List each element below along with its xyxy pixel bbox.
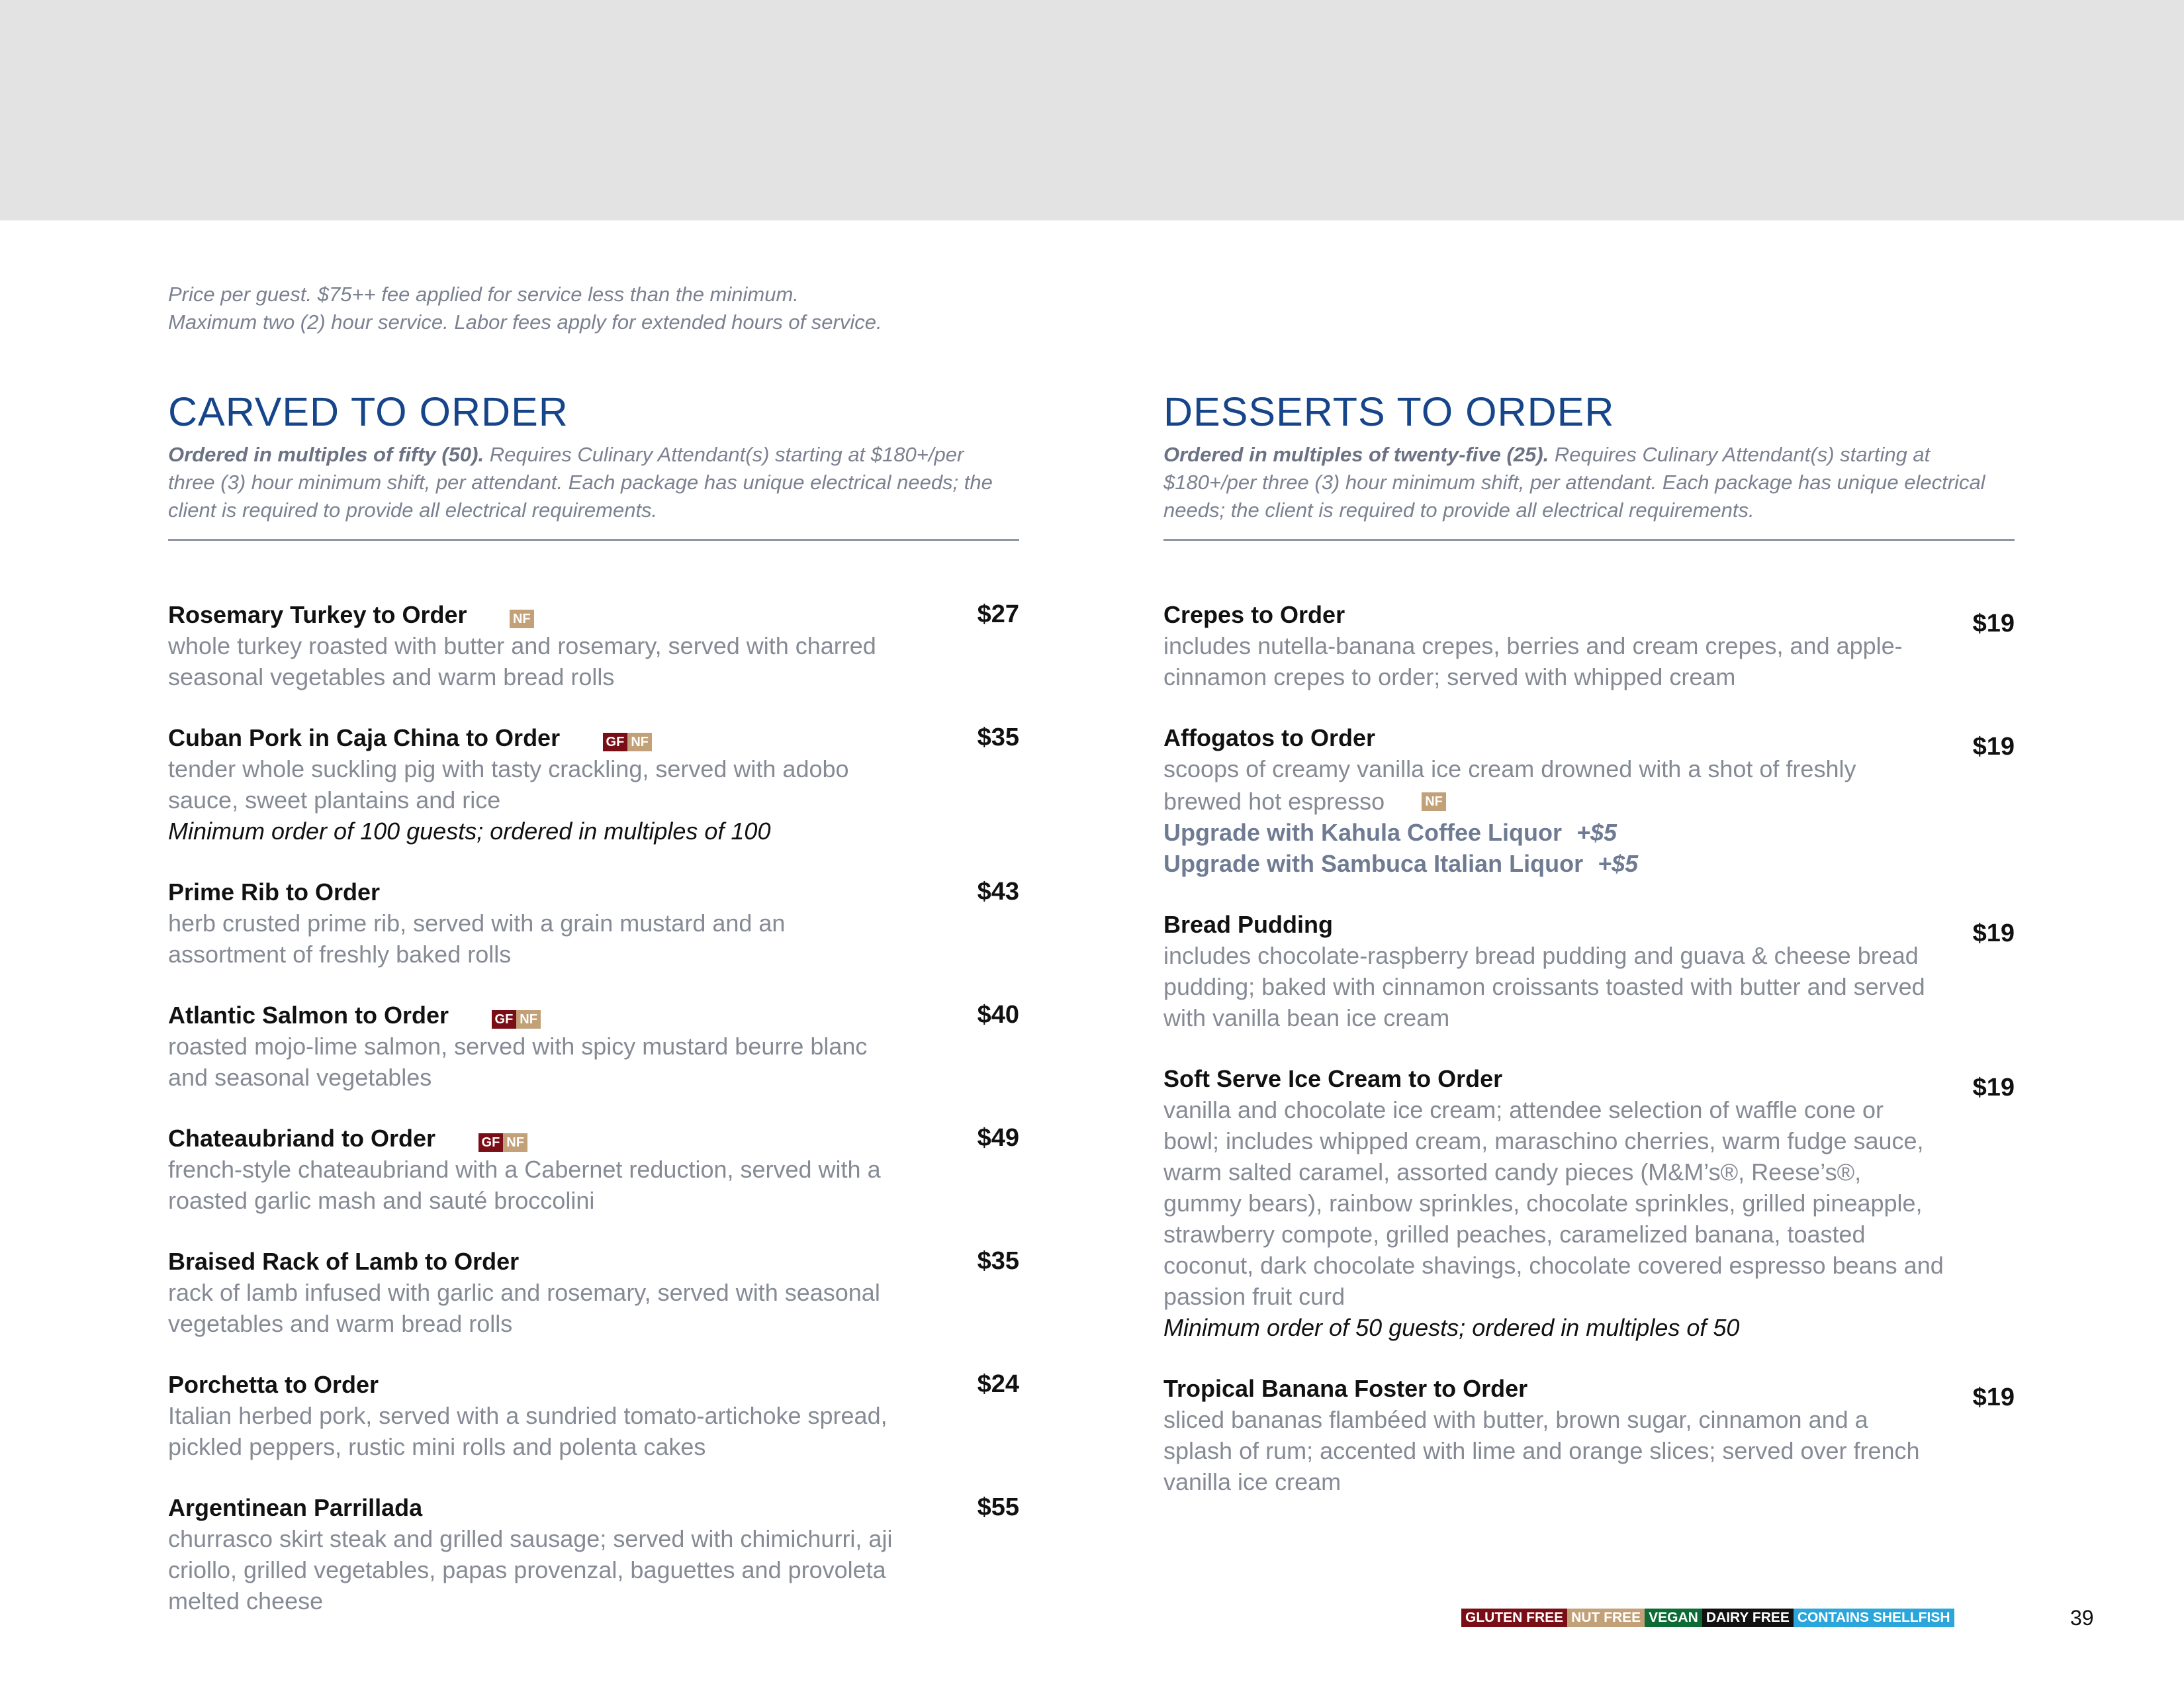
item-minimum-note: Minimum order of 100 guests; ordered in multiples of 100 bbox=[168, 818, 771, 845]
nut-free-badge: NF bbox=[503, 1133, 527, 1152]
item-description: includes chocolate-raspberry bread pudding and guava & cheese bread pudding; baked with cinnamon croissants toasted with butter and served with vanilla bean ice cream bbox=[1163, 942, 1925, 1031]
item-name: Tropical Banana Foster to Order bbox=[1163, 1375, 1528, 1402]
intro-line-2: Maximum two (2) hour service. Labor fees apply for extended hours of service. bbox=[168, 310, 882, 334]
menu-item bbox=[168, 599, 1019, 692]
upgrade-price: +$5 bbox=[1598, 850, 1639, 877]
item-description bbox=[1163, 753, 1885, 817]
item-minimum-note: Minimum order of 50 guests; ordered in multiples of 50 bbox=[1163, 1314, 1740, 1341]
intro-line-1: Price per guest. $75++ fee applied for service less than the minimum. bbox=[168, 283, 799, 306]
desserts-section bbox=[1163, 387, 2015, 1497]
upgrade-price: +$5 bbox=[1576, 819, 1617, 846]
page-number: 39 bbox=[2070, 1606, 2094, 1630]
item-name: Atlantic Salmon to Order bbox=[168, 1002, 449, 1029]
item-price: $55 bbox=[977, 1493, 1019, 1521]
item-description: vanilla and chocolate ice cream; attendee selection of waffle cone or bowl; includes whipped cream, maraschino cherries, warm fudge sauce, warm salted caramel, assorted candy pieces (M&M’s®, Reese’s®, gummy bears), rainbow sprinkles, chocolate sprinkles, grilled pineapple, strawberry compote, grilled peaches, caramelized banana, toasted coconut, dark chocolate shavings, chocolate covered espresso beans and passion fruit curd bbox=[1163, 1096, 1944, 1310]
menu-item bbox=[168, 722, 1019, 847]
diet-badges bbox=[1422, 784, 1446, 816]
item-name: Bread Pudding bbox=[1163, 911, 1334, 938]
menu-item bbox=[168, 1369, 1019, 1462]
header-band bbox=[0, 0, 2184, 220]
item-price: $19 bbox=[1972, 733, 2015, 761]
gluten-free-badge: GF bbox=[478, 1133, 504, 1152]
item-description: roasted mojo-lime salmon, served with spicy mustard beurre blanc and seasonal vegetables bbox=[168, 1033, 868, 1091]
item-price: $19 bbox=[1972, 919, 2015, 947]
divider bbox=[168, 539, 1019, 541]
item-price: $49 bbox=[977, 1124, 1019, 1152]
intro-note bbox=[168, 281, 1028, 336]
legend-vegan: VEGAN bbox=[1645, 1609, 1702, 1627]
upgrade-label: Upgrade with Sambuca Italian Liquor bbox=[1163, 850, 1584, 877]
item-name: Cuban Pork in Caja China to Order bbox=[168, 724, 561, 751]
item-name: Porchetta to Order bbox=[168, 1371, 379, 1398]
menu-item bbox=[168, 1492, 1019, 1617]
item-name: Prime Rib to Order bbox=[168, 878, 381, 906]
section-note-text: Requires Culinary Attendant(s) starting at $180+/per three (3) hour minimum shift, per attendant. Each package has unique electrical needs; the client is required to provide all electrical requirements. bbox=[168, 443, 993, 522]
upgrade-label: Upgrade with Kahula Coffee Liquor bbox=[1163, 819, 1563, 846]
item-price: $27 bbox=[977, 600, 1019, 628]
item-price: $35 bbox=[977, 1247, 1019, 1275]
menu-item bbox=[168, 876, 1019, 970]
item-description: includes nutella-banana crepes, berries and cream crepes, and apple-cinnamon crepes to order; served with whipped cream bbox=[1163, 632, 1903, 690]
carved-section bbox=[168, 387, 1019, 1617]
section-note-text: Requires Culinary Attendant(s) starting at $180+/per three (3) hour minimum shift, per attendant. Each package has unique electrical needs; the client is required to provide all electrical requirements. bbox=[1163, 443, 1985, 522]
item-price: $40 bbox=[977, 1001, 1019, 1029]
item-name: Rosemary Turkey to Order bbox=[168, 601, 467, 628]
gluten-free-badge: GF bbox=[492, 1010, 517, 1029]
section-note-bold: Ordered in multiples of twenty-five (25). bbox=[1163, 443, 1549, 466]
item-name: Crepes to Order bbox=[1163, 601, 1345, 628]
nut-free-badge: NF bbox=[516, 1010, 541, 1029]
menu-item bbox=[168, 1246, 1019, 1339]
item-description-text: scoops of creamy vanilla ice cream drowned with a shot of freshly brewed hot espresso bbox=[1163, 755, 1856, 815]
item-description: tender whole suckling pig with tasty crackling, served with adobo sauce, sweet plantains and rice bbox=[168, 755, 849, 814]
menu-item bbox=[168, 1000, 1019, 1093]
menu-item bbox=[1163, 599, 2015, 692]
diet-badges bbox=[492, 1010, 541, 1029]
item-description: whole turkey roasted with butter and rosemary, served with charred seasonal vegetables and warm bread rolls bbox=[168, 632, 876, 690]
section-note-bold: Ordered in multiples of fifty (50). bbox=[168, 443, 484, 466]
diet-badges bbox=[603, 733, 652, 751]
section-note bbox=[1163, 441, 2015, 524]
diet-badges bbox=[510, 610, 534, 628]
item-description: Italian herbed pork, served with a sundried tomato-artichoke spread, pickled peppers, rustic mini rolls and polenta cakes bbox=[168, 1402, 887, 1460]
item-description: churrasco skirt steak and grilled sausage; served with chimichurri, aji criollo, grilled vegetables, papas provenzal, baguettes and provoleta melted cheese bbox=[168, 1525, 893, 1615]
legend-gluten-free: GLUTEN FREE bbox=[1461, 1609, 1567, 1627]
item-price: $35 bbox=[977, 724, 1019, 751]
diet-badges bbox=[478, 1133, 527, 1152]
diet-legend bbox=[1461, 1609, 1954, 1627]
item-price: $19 bbox=[1972, 610, 2015, 637]
item-price: $19 bbox=[1972, 1383, 2015, 1411]
item-price: $43 bbox=[977, 878, 1019, 906]
section-note bbox=[168, 441, 1009, 524]
section-title: DESSERTS TO ORDER bbox=[1163, 389, 1615, 434]
item-name: Affogatos to Order bbox=[1163, 724, 1375, 751]
menu-item bbox=[1163, 1063, 2015, 1343]
nut-free-badge: NF bbox=[510, 610, 534, 628]
menu-item bbox=[1163, 909, 2015, 1033]
item-description: rack of lamb infused with garlic and rosemary, served with seasonal vegetables and warm bread rolls bbox=[168, 1279, 880, 1337]
legend-nut-free: NUT FREE bbox=[1567, 1609, 1645, 1627]
menu-item bbox=[1163, 722, 2015, 879]
item-description: french-style chateaubriand with a Cabernet reduction, served with a roasted garlic mash and sauté broccolini bbox=[168, 1156, 881, 1214]
item-description: herb crusted prime rib, served with a grain mustard and an assortment of freshly baked rolls bbox=[168, 910, 786, 968]
menu-item bbox=[168, 1123, 1019, 1216]
item-name: Argentinean Parrillada bbox=[168, 1494, 423, 1521]
upgrade-option bbox=[1163, 848, 2015, 879]
legend-contains-shellfish: CONTAINS SHELLFISH bbox=[1794, 1609, 1954, 1627]
item-name: Soft Serve Ice Cream to Order bbox=[1163, 1065, 1503, 1092]
nut-free-badge: NF bbox=[627, 733, 652, 751]
item-price: $24 bbox=[977, 1370, 1019, 1398]
divider bbox=[1163, 539, 2015, 541]
menu-item bbox=[1163, 1373, 2015, 1497]
item-name: Chateaubriand to Order bbox=[168, 1125, 436, 1152]
nut-free-badge: NF bbox=[1422, 792, 1446, 811]
item-name: Braised Rack of Lamb to Order bbox=[168, 1248, 520, 1275]
gluten-free-badge: GF bbox=[603, 733, 628, 751]
legend-dairy-free: DAIRY FREE bbox=[1702, 1609, 1794, 1627]
item-description: sliced bananas flambéed with butter, brown sugar, cinnamon and a splash of rum; accented with lime and orange slices; served over french vanilla ice cream bbox=[1163, 1406, 1920, 1495]
upgrade-option bbox=[1163, 817, 2015, 848]
section-title: CARVED TO ORDER bbox=[168, 389, 569, 434]
item-price: $19 bbox=[1972, 1074, 2015, 1102]
